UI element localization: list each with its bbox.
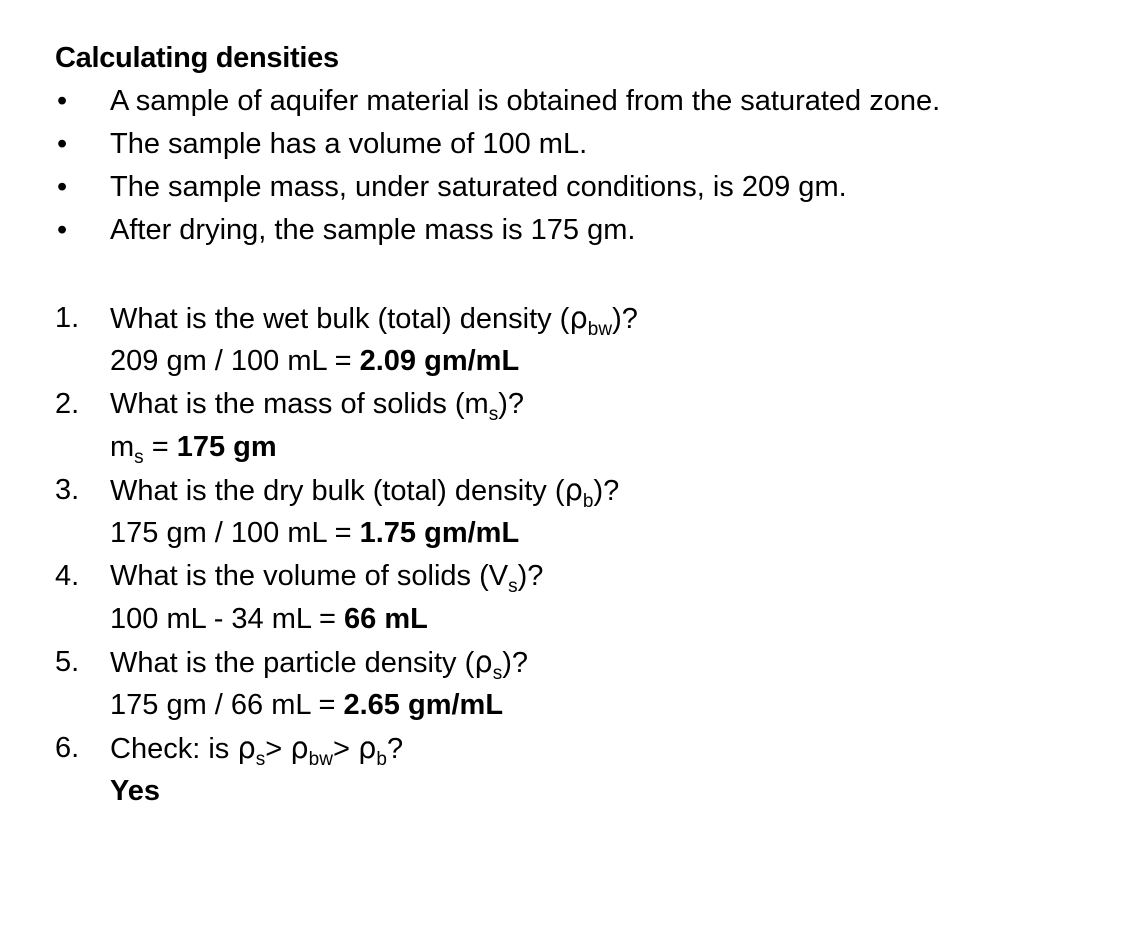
subscript: s <box>508 576 518 597</box>
bullet-text: A sample of aquifer material is obtained from the saturated zone. <box>110 85 941 117</box>
question-number: 5. <box>55 646 80 678</box>
answer-text <box>110 684 638 727</box>
question-item <box>55 469 638 555</box>
question-list <box>55 297 638 813</box>
answer-value: Yes <box>110 775 160 807</box>
question-text-part: What is the mass of solids (m <box>110 388 489 420</box>
bullet-text: After drying, the sample mass is 175 gm. <box>110 214 636 246</box>
bullet-list <box>55 80 940 252</box>
answer-value: 66 mL <box>344 603 428 635</box>
bullet-dot-icon: • <box>57 85 68 117</box>
gt-symbol: > <box>332 733 350 765</box>
bullet-dot-icon: • <box>57 214 68 246</box>
question-number: 2. <box>55 388 80 420</box>
question-text-part: What is the wet bulk (total) density ( <box>110 303 570 335</box>
question-text <box>110 469 638 512</box>
bullet-item <box>55 123 940 166</box>
question-text <box>110 383 638 426</box>
subscript: s <box>255 749 266 770</box>
question-text-part: What is the dry bulk (total) density ( <box>110 475 565 507</box>
subscript: s <box>488 404 499 425</box>
bullet-item <box>55 166 940 209</box>
question-text-part: )? <box>502 647 528 679</box>
subscript: s <box>134 447 144 468</box>
answer-text-part: 100 mL - 34 mL = <box>110 603 344 635</box>
gt-symbol: > <box>265 733 283 765</box>
question-item <box>55 383 638 469</box>
question-item <box>55 555 638 641</box>
subscript: bw <box>308 749 333 770</box>
question-text <box>110 297 638 340</box>
question-number: 6. <box>55 732 80 764</box>
answer-text-part: 175 gm / 100 mL = <box>110 517 360 549</box>
bullet-dot-icon: • <box>57 128 68 160</box>
answer-text-part: m <box>110 431 135 463</box>
question-text-part: )? <box>593 475 620 507</box>
question-number: 1. <box>55 302 80 334</box>
page-title: Calculating densities <box>55 42 339 74</box>
question-text-part: ? <box>386 733 404 765</box>
answer-text <box>110 598 638 641</box>
bullet-dot-icon: • <box>57 171 68 203</box>
question-text <box>110 641 638 684</box>
subscript: bw <box>587 319 613 340</box>
question-number: 4. <box>55 560 80 592</box>
answer-text <box>110 770 638 813</box>
bullet-item <box>55 80 940 123</box>
answer-value: 1.75 gm/mL <box>359 517 520 549</box>
question-item <box>55 297 638 383</box>
question-number: 3. <box>55 474 80 506</box>
subscript: b <box>582 491 594 512</box>
answer-value: 2.65 gm/mL <box>343 689 504 721</box>
question-text <box>110 727 638 770</box>
question-item <box>55 641 638 727</box>
answer-text-part: 209 gm / 100 mL = <box>110 345 360 377</box>
answer-text-part: 175 gm / 66 mL = <box>110 689 344 721</box>
question-text-part: What is the volume of solids (V <box>110 560 509 592</box>
bullet-text: The sample has a volume of 100 mL. <box>110 128 588 160</box>
question-text-part: )? <box>498 388 525 420</box>
answer-value: 175 gm <box>176 431 277 463</box>
bullet-item <box>55 209 940 252</box>
rho-symbol: ρ <box>357 731 377 765</box>
question-text <box>110 555 638 598</box>
question-text-part: )? <box>612 303 638 335</box>
question-text-part: What is the particle density ( <box>110 647 475 679</box>
answer-value: 2.09 gm/mL <box>359 345 520 377</box>
rho-symbol: ρ <box>237 731 256 765</box>
subscript: s <box>492 663 503 684</box>
rho-symbol: ρ <box>474 645 493 679</box>
bullet-text: The sample mass, under saturated conditions, is 209 gm. <box>110 171 847 203</box>
answer-text <box>110 340 638 383</box>
rho-symbol: ρ <box>564 473 583 507</box>
answer-text <box>110 426 638 469</box>
question-text-part: )? <box>517 560 544 592</box>
answer-text <box>110 512 638 555</box>
subscript: b <box>376 749 387 770</box>
answer-text-part: = <box>143 431 177 463</box>
rho-symbol: ρ <box>290 731 309 765</box>
question-text-part: Check: is <box>110 733 238 765</box>
rho-symbol: ρ <box>569 301 588 335</box>
question-item <box>55 727 638 813</box>
